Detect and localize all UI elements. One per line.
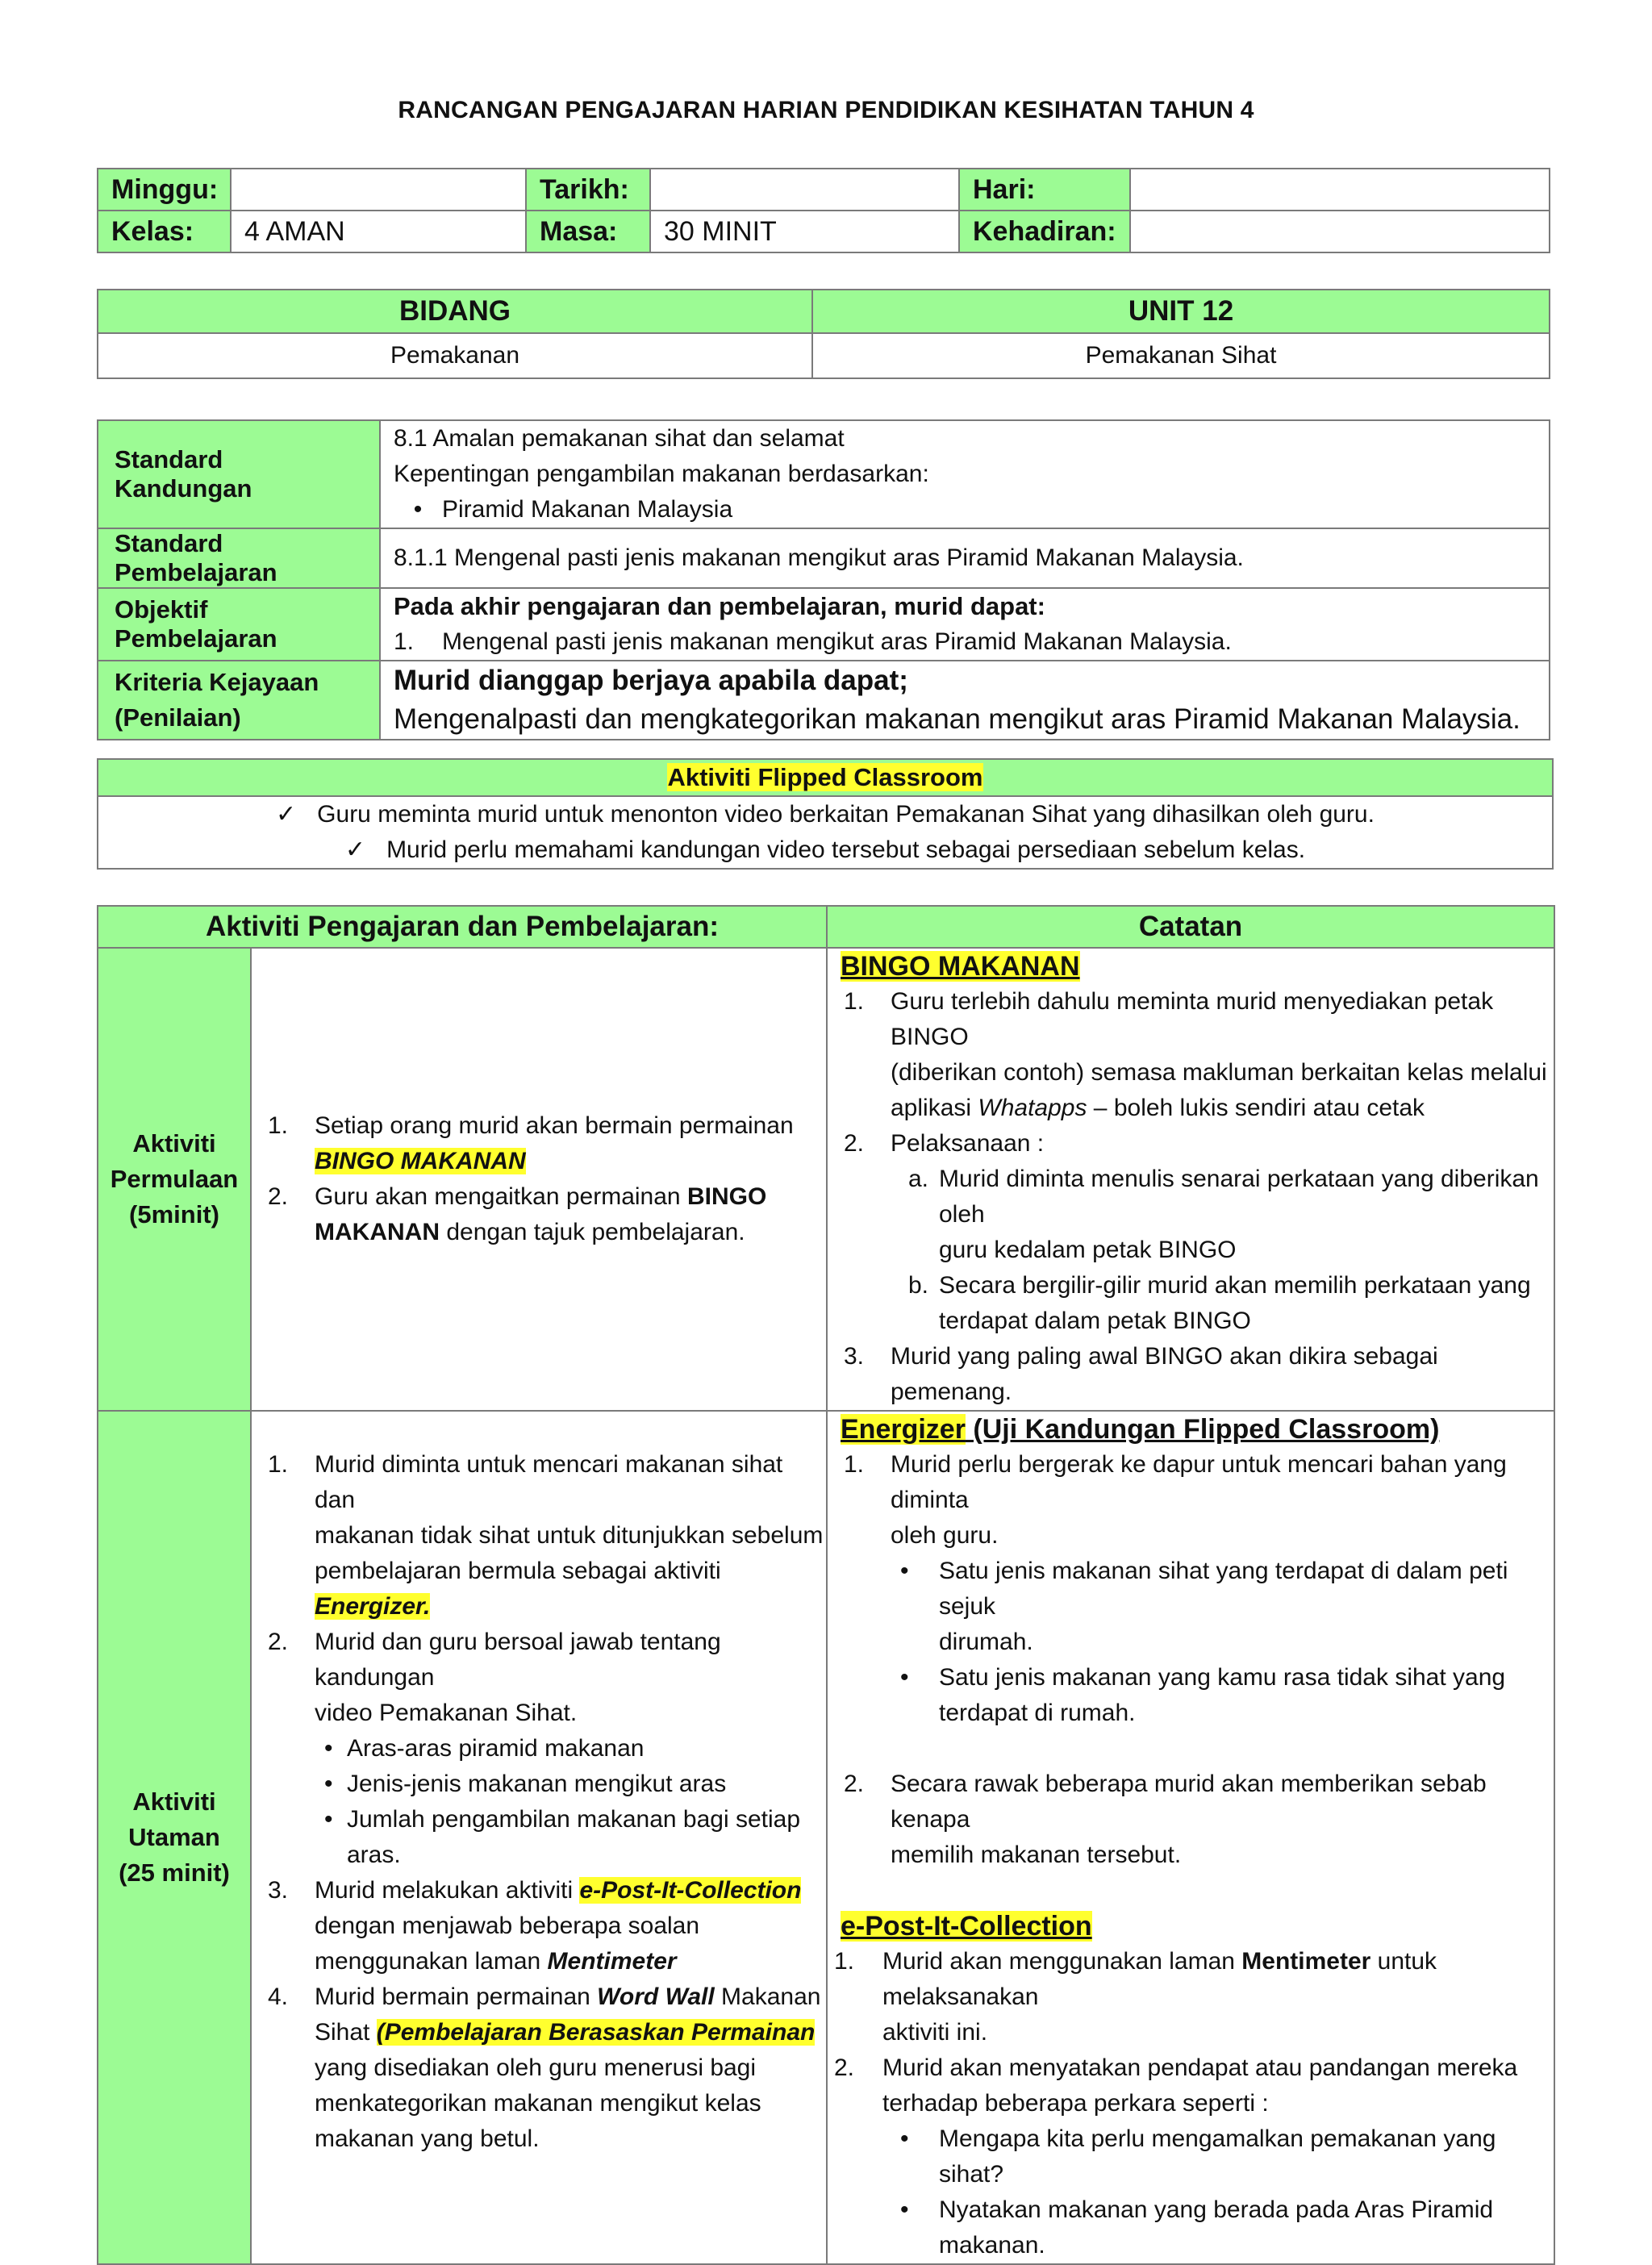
permulaan-activities bbox=[251, 948, 827, 1411]
list-item: 1. Murid perlu bergerak ke dapur untuk mencari bahan yang diminta oleh guru. bbox=[844, 1451, 1507, 1549]
list-item: 2. Murid dan guru bersoal jawab tentang kandungan video Pemakanan Sihat. bbox=[268, 1629, 721, 1726]
flipped-item-2: ✓ Murid perlu memahami kandungan video tersebut sebagai persediaan sebelum kelas. bbox=[344, 836, 1306, 863]
bullet-icon: • bbox=[324, 1735, 333, 1762]
bullet-icon: • bbox=[900, 2196, 909, 2223]
bullet-icon: • bbox=[324, 1806, 333, 1833]
permulaan-label: Aktiviti Permulaan (5minit) bbox=[98, 948, 251, 1411]
info-table bbox=[97, 168, 1550, 253]
flipped-header: Aktiviti Flipped Classroom bbox=[98, 759, 1553, 796]
list-item: 2. Murid akan menyatakan pendapat atau pandangan mereka terhadap beberapa perkara seperti : bbox=[834, 2054, 1518, 2117]
bullet-icon: • bbox=[900, 1664, 909, 1691]
minggu-value[interactable] bbox=[231, 169, 526, 211]
list-item: • Jumlah pengambilan makanan bagi setiap aras. bbox=[252, 1802, 826, 1873]
op-line1: Pada akhir pengajaran dan pembelajaran, murid dapat: bbox=[394, 592, 1045, 620]
bullet-icon: • bbox=[900, 2125, 909, 2152]
list-item: b. Secara bergilir-gilir murid akan memilih perkataan yang terdapat dalam petak BINGO bbox=[908, 1272, 1531, 1334]
energizer-title: Energizer (Uji Kandungan Flipped Classroom) bbox=[841, 1414, 1440, 1445]
tarikh-value[interactable] bbox=[650, 169, 959, 211]
utaman-label: Aktiviti Utaman (25 minit) bbox=[98, 1411, 251, 2264]
sk-line3: • Piramid Makanan Malaysia bbox=[394, 492, 1536, 528]
list-item: 1. Murid akan menggunakan laman Mentimeter untuk melaksanakan aktiviti ini. bbox=[834, 1948, 1437, 2046]
list-item: 1. Murid diminta untuk mencari makanan sihat dan makanan tidak sihat untuk ditunjukkan sebelum pembelajaran bermula sebagai aktiviti Energizer. bbox=[268, 1451, 824, 1620]
bingo-title: BINGO MAKANAN bbox=[841, 951, 1080, 982]
utaman-activities bbox=[251, 1411, 827, 2264]
list-item: a. Murid diminta menulis senarai perkataan yang diberikan oleh guru kedalam petak BINGO bbox=[908, 1166, 1539, 1263]
list-item: 4. Murid bermain permainan Word Wall Makanan Sihat (Pembelajaran Berasaskan Permainan yang disediakan oleh guru menerusi bagi menkategorikan makanan mengikut kelas makanan yang betul. bbox=[268, 1983, 821, 2152]
activities-header: Aktiviti Pengajaran dan Pembelajaran: bbox=[98, 906, 827, 948]
list-item: 2. Guru akan mengaitkan permainan BINGO MAKANAN dengan tajuk pembelajaran. bbox=[268, 1183, 767, 1245]
kriteria-kejayaan-label: Kriteria Kejayaan (Penilaian) bbox=[98, 661, 380, 740]
kriteria-kejayaan-cell bbox=[380, 661, 1550, 740]
standard-pembelajaran-label: Standard Pembelajaran bbox=[98, 528, 380, 588]
standard-kandungan-label: Standard Kandungan bbox=[98, 420, 380, 528]
standards-table bbox=[97, 419, 1550, 740]
list-item: 1. Setiap orang murid akan bermain permainan BINGO MAKANAN bbox=[268, 1112, 794, 1174]
tarikh-label: Tarikh: bbox=[526, 169, 650, 211]
bullet-icon: • bbox=[900, 1558, 909, 1584]
sk-line2: Kepentingan pengambilan makanan berdasarkan: bbox=[394, 461, 929, 487]
kelas-label: Kelas: bbox=[98, 211, 231, 252]
list-item: 3. Murid melakukan aktiviti e-Post-It-Collection dengan menjawab beberapa soalan menggunakan laman Mentimeter bbox=[268, 1877, 802, 1975]
page-title: RANCANGAN PENGAJARAN HARIAN PENDIDIKAN KESIHATAN TAHUN 4 bbox=[398, 97, 1254, 123]
op-line2: 1. Mengenal pasti jenis makanan mengikut aras Piramid Makanan Malaysia. bbox=[394, 628, 1232, 655]
bidang-table bbox=[97, 289, 1550, 379]
list-item: 3. Murid yang paling awal BINGO akan dikira sebagai pemenang. bbox=[844, 1343, 1438, 1405]
check-icon: ✓ bbox=[344, 836, 366, 863]
activities-table bbox=[97, 905, 1555, 2265]
utaman-notes bbox=[827, 1411, 1554, 2264]
flipped-item-1: ✓ Guru meminta murid untuk menonton video berkaitan Pemakanan Sihat yang dihasilkan oleh guru. bbox=[276, 801, 1375, 828]
unit-header: UNIT 12 bbox=[812, 290, 1550, 333]
list-item: 1. Guru terlebih dahulu meminta murid menyediakan petak BINGO (diberikan contoh) semasa makluman berkaitan kelas melalui aplikasi Whatapps – boleh lukis sendiri atau cetak bbox=[844, 988, 1547, 1121]
kk-line2: Mengenalpasti dan mengkategorikan makanan mengikut aras Piramid Makanan Malaysia. bbox=[394, 703, 1521, 735]
kehadiran-value[interactable] bbox=[1130, 211, 1550, 252]
masa-label: Masa: bbox=[526, 211, 650, 252]
kk-line1: Murid dianggap berjaya apabila dapat; bbox=[394, 665, 908, 696]
epostit-title: e-Post-It-Collection bbox=[841, 1911, 1092, 1942]
catatan-header: Catatan bbox=[827, 906, 1554, 948]
check-icon: ✓ bbox=[276, 801, 297, 828]
list-item: • Mengapa kita perlu mengamalkan pemakanan yang sihat? bbox=[828, 2121, 1554, 2192]
list-item: • Nyatakan makanan yang berada pada Aras Piramid makanan. bbox=[828, 2192, 1554, 2263]
list-item: 2. Secara rawak beberapa murid akan memberikan sebab kenapa memilih makanan tersebut. bbox=[844, 1771, 1487, 1868]
list-item: • Jenis-jenis makanan mengikut aras bbox=[252, 1767, 826, 1802]
objektif-pembelajaran-label: Objektif Pembelajaran bbox=[98, 588, 380, 661]
hari-value[interactable] bbox=[1130, 169, 1550, 211]
objektif-pembelajaran-cell bbox=[380, 588, 1550, 661]
minggu-label: Minggu: bbox=[98, 169, 231, 211]
unit-value: Pemakanan Sihat bbox=[812, 333, 1550, 378]
permulaan-notes bbox=[827, 948, 1554, 1411]
flipped-classroom-table bbox=[97, 758, 1554, 870]
list-item: • Satu jenis makanan yang kamu rasa tidak sihat yang terdapat di rumah. bbox=[828, 1660, 1554, 1731]
standard-pembelajaran-value: 8.1.1 Mengenal pasti jenis makanan mengikut aras Piramid Makanan Malaysia. bbox=[380, 528, 1550, 588]
masa-value[interactable]: 30 MINIT bbox=[650, 211, 959, 252]
bidang-value: Pemakanan bbox=[98, 333, 812, 378]
bidang-header: BIDANG bbox=[98, 290, 812, 333]
bullet-icon: • bbox=[324, 1771, 333, 1797]
standard-kandungan-cell bbox=[380, 420, 1550, 528]
kelas-value[interactable]: 4 AMAN bbox=[231, 211, 526, 252]
hari-label: Hari: bbox=[959, 169, 1130, 211]
bullet-icon: • bbox=[413, 496, 423, 523]
kehadiran-label: Kehadiran: bbox=[959, 211, 1130, 252]
sk-line1: 8.1 Amalan pemakanan sihat dan selamat bbox=[394, 425, 845, 452]
list-item: 2. Pelaksanaan : bbox=[844, 1130, 1045, 1157]
flipped-items bbox=[98, 796, 1553, 869]
list-item: • Satu jenis makanan sihat yang terdapat di dalam peti sejuk dirumah. bbox=[828, 1554, 1554, 1660]
list-item: • Aras-aras piramid makanan bbox=[252, 1731, 826, 1767]
